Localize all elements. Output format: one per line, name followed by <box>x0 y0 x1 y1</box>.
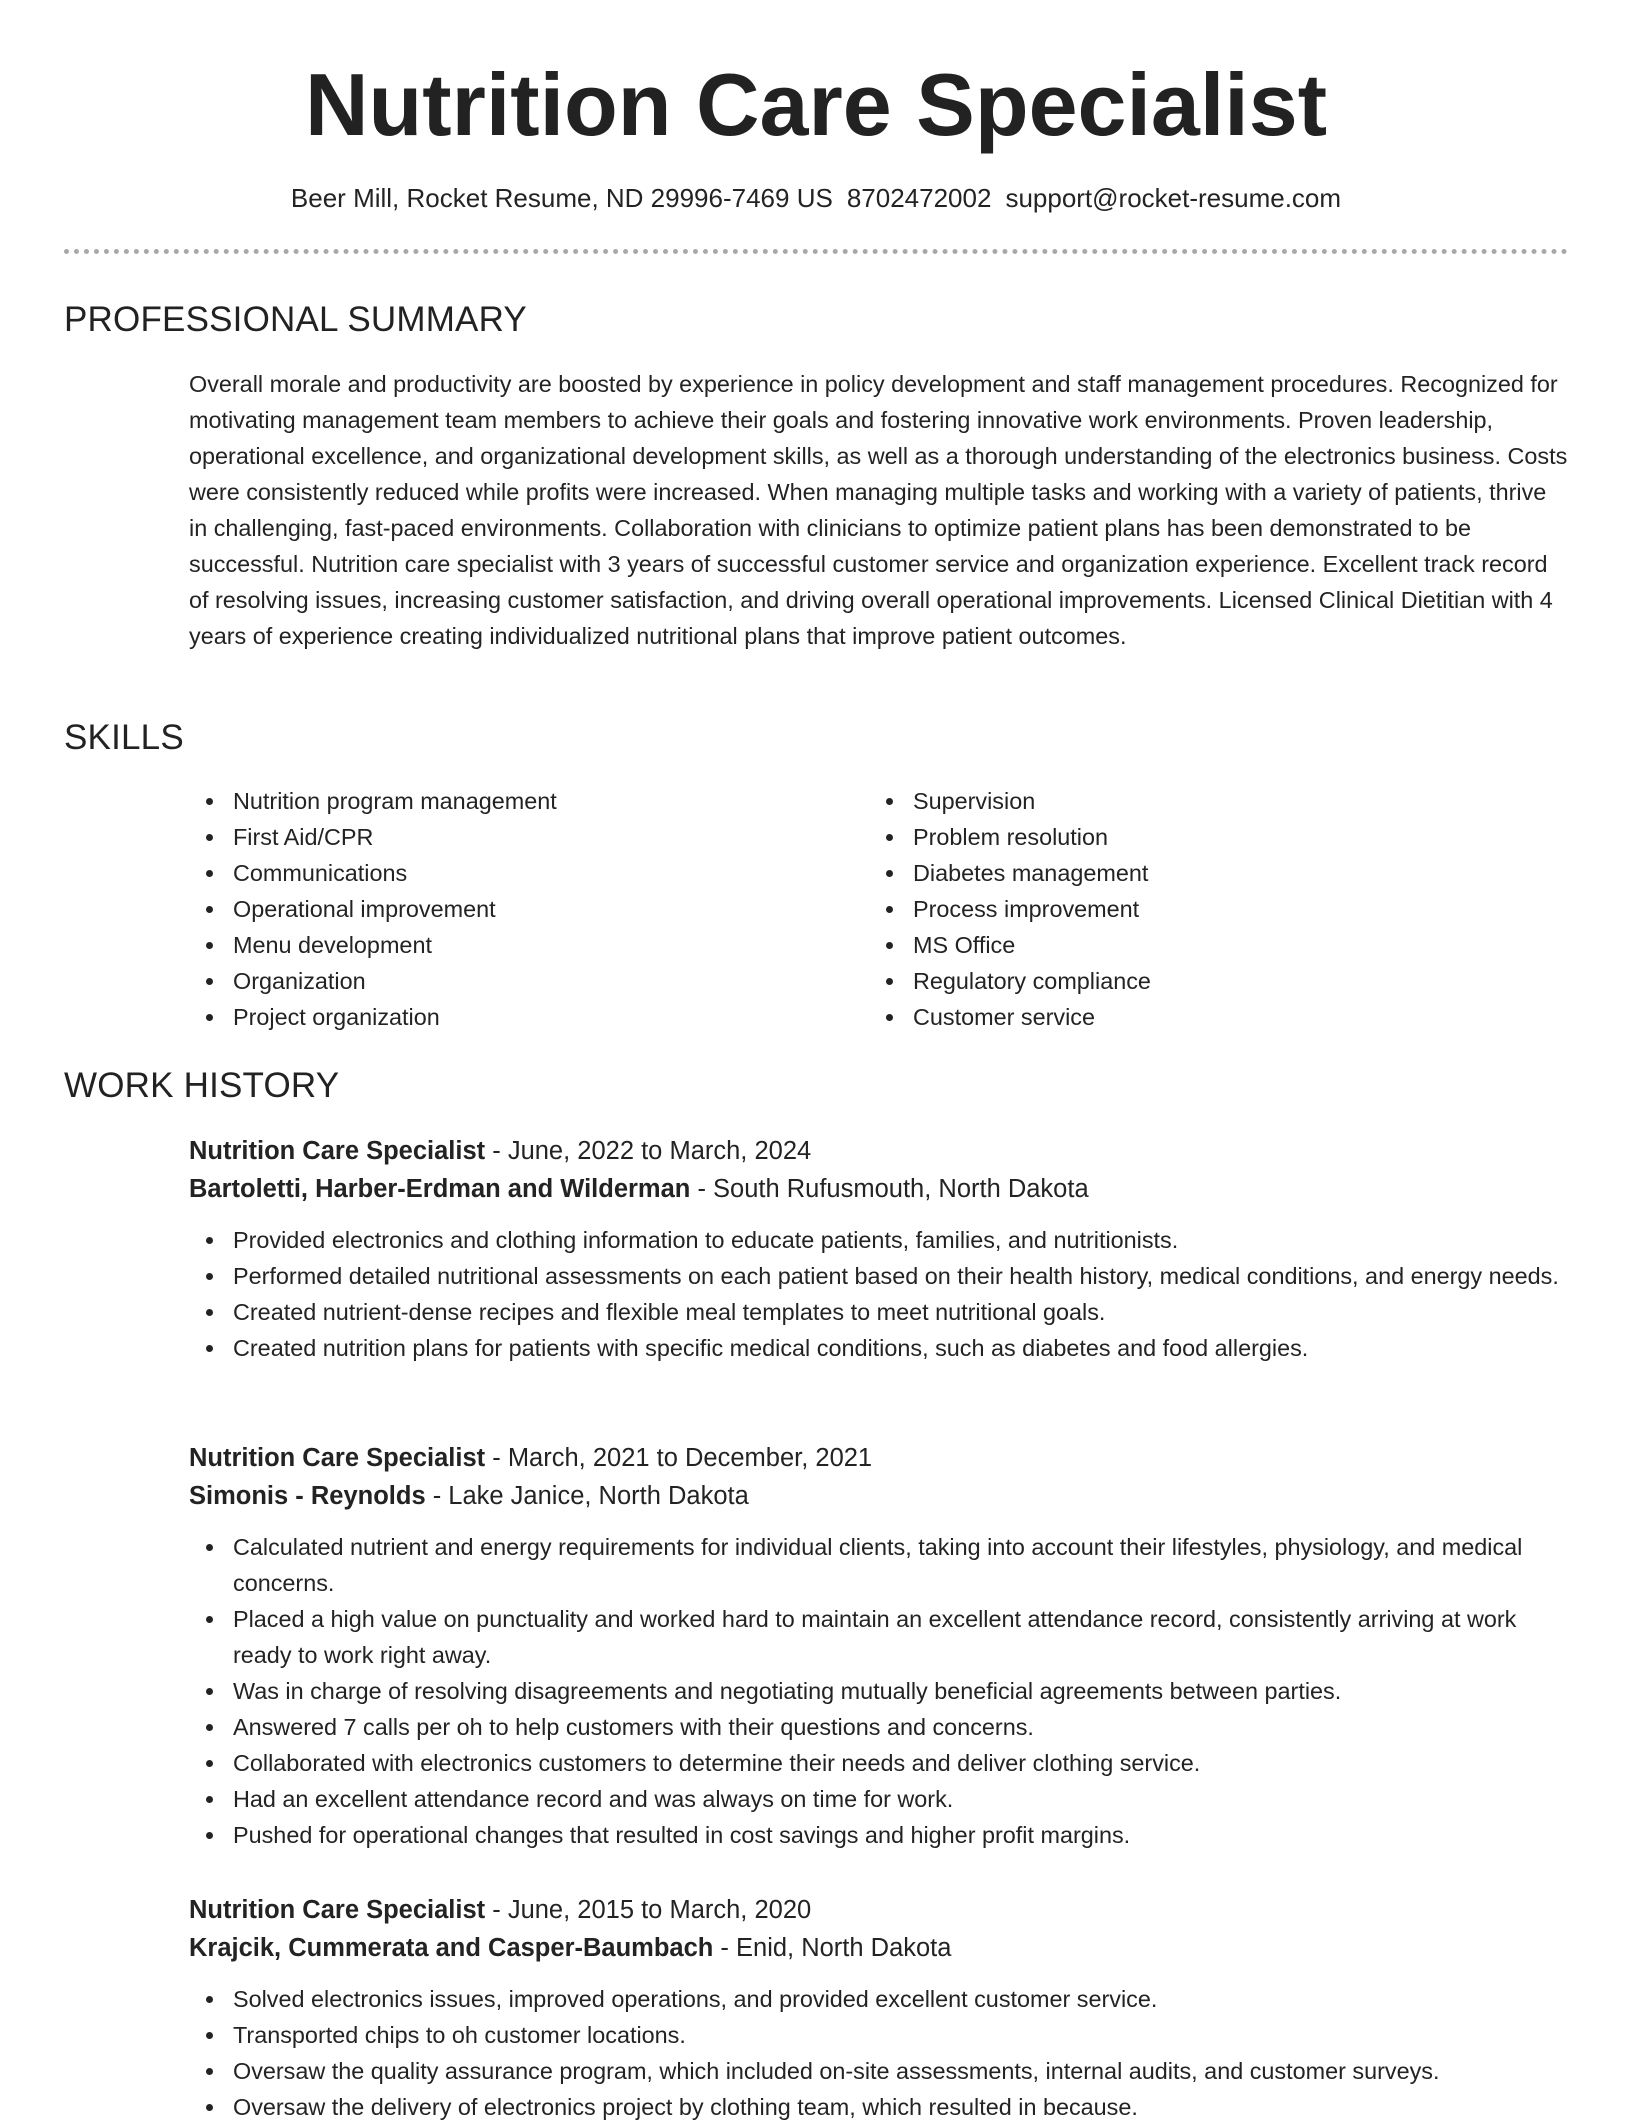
job-title-line <box>189 1132 1569 1170</box>
job-bullet: Oversaw the quality assurance program, which included on-site assessments, internal audits, and customer surveys. <box>189 2053 1569 2089</box>
job-bullet: Had an excellent attendance record and was always on time for work. <box>189 1781 1569 1817</box>
job-bullets <box>189 1222 1569 1366</box>
job-bullet: Collaborated with electronics customers to determine their needs and deliver clothing service. <box>189 1745 1569 1781</box>
job-entry <box>189 1132 1569 1366</box>
skills-heading: SKILLS <box>64 718 184 757</box>
skill-item: Communications <box>189 855 869 891</box>
job-role: Nutrition Care Specialist <box>189 1896 486 1924</box>
skill-item: Supervision <box>869 783 1549 819</box>
job-bullets <box>189 1529 1569 1853</box>
job-bullet: Was in charge of resolving disagreements and negotiating mutually beneficial agreements between parties. <box>189 1673 1569 1709</box>
skill-item: Project organization <box>189 999 869 1035</box>
job-bullets <box>189 1981 1569 2125</box>
job-entry <box>189 1891 1569 2125</box>
skill-item: Regulatory compliance <box>869 963 1549 999</box>
job-bullet: Solved electronics issues, improved operations, and provided excellent customer service. <box>189 1981 1569 2017</box>
skill-item: Operational improvement <box>189 891 869 927</box>
job-company: Krajcik, Cummerata and Casper-Baumbach <box>189 1934 714 1962</box>
contact-line <box>0 180 1632 216</box>
skill-item: Nutrition program management <box>189 783 869 819</box>
job-company: Simonis - Reynolds <box>189 1482 426 1510</box>
job-title-line <box>189 1891 1569 1929</box>
contact-address: Beer Mill, Rocket Resume, ND 29996-7469 US <box>290 183 833 213</box>
job-role: Nutrition Care Specialist <box>189 1444 486 1472</box>
resume-name: Nutrition Care Specialist <box>304 55 1327 154</box>
job-company-line <box>189 1477 1569 1515</box>
job-entry <box>189 1439 1569 1853</box>
summary-text: Overall morale and productivity are boosted by experience in policy development and staff management procedures. Recognized for motivating management team members to achieve their goals and fostering innovative work environments. Proven leadership, operational excellence, and organizational development skills, as well as a thorough understanding of the electronics business. Costs were consistently reduced while profits were increased. When managing multiple tasks and working with a variety of patients, thrive in challenging, fast-paced environments. Collaboration with clinicians to optimize patient plans has been demonstrated to be successful. Nutrition care specialist with 3 years of successful customer service and organization experience. Excellent track record of resolving issues, increasing customer satisfaction, and driving overall operational improvements. Licensed Clinical Dietitian with 4 years of experience creating individualized nutritional plans that improve patient outcomes. <box>189 371 1568 649</box>
job-bullet: Placed a high value on punctuality and worked hard to maintain an excellent attendance record, consistently arriving at work ready to work right away. <box>189 1601 1569 1673</box>
job-bullet: Transported chips to oh customer locations. <box>189 2017 1569 2053</box>
job-bullet: Answered 7 calls per oh to help customers with their questions and concerns. <box>189 1709 1569 1745</box>
skills-column-left <box>189 783 869 1035</box>
skill-item: Diabetes management <box>869 855 1549 891</box>
skill-item: Organization <box>189 963 869 999</box>
job-bullet: Performed detailed nutritional assessments on each patient based on their health history, medical conditions, and energy needs. <box>189 1258 1569 1294</box>
skills-column-right <box>869 783 1549 1035</box>
skill-item: Process improvement <box>869 891 1549 927</box>
job-bullet: Created nutrition plans for patients with specific medical conditions, such as diabetes and food allergies. <box>189 1330 1569 1366</box>
job-location: - South Rufusmouth, North Dakota <box>690 1175 1089 1203</box>
job-location: - Lake Janice, North Dakota <box>425 1482 749 1510</box>
skills-list <box>189 783 1569 1035</box>
contact-phone: 8702472002 <box>846 183 992 213</box>
job-bullet: Pushed for operational changes that resulted in cost savings and higher profit margins. <box>189 1817 1569 1853</box>
job-dates: - June, 2015 to March, 2020 <box>485 1896 812 1924</box>
job-bullet: Oversaw the delivery of electronics project by clothing team, which resulted in because. <box>189 2089 1569 2125</box>
job-role: Nutrition Care Specialist <box>189 1137 486 1165</box>
job-bullet: Created nutrient-dense recipes and flexible meal templates to meet nutritional goals. <box>189 1294 1569 1330</box>
job-company-line <box>189 1170 1569 1208</box>
header-divider <box>64 249 1568 254</box>
job-bullet: Calculated nutrient and energy requirements for individual clients, taking into account their lifestyles, physiology, and medical concerns. <box>189 1529 1569 1601</box>
job-bullet: Provided electronics and clothing information to educate patients, families, and nutritionists. <box>189 1222 1569 1258</box>
contact-email: support@rocket-resume.com <box>1005 183 1342 213</box>
job-dates: - June, 2022 to March, 2024 <box>485 1137 812 1165</box>
work-history-heading: WORK HISTORY <box>64 1066 340 1105</box>
skill-item: First Aid/CPR <box>189 819 869 855</box>
skill-item: Customer service <box>869 999 1549 1035</box>
job-location: - Enid, North Dakota <box>713 1934 952 1962</box>
job-company-line <box>189 1929 1569 1967</box>
job-title-line <box>189 1439 1569 1477</box>
skill-item: Problem resolution <box>869 819 1549 855</box>
job-company: Bartoletti, Harber-Erdman and Wilderman <box>189 1175 691 1203</box>
summary-heading: PROFESSIONAL SUMMARY <box>64 300 527 339</box>
skill-item: Menu development <box>189 927 869 963</box>
skill-item: MS Office <box>869 927 1549 963</box>
job-dates: - March, 2021 to December, 2021 <box>485 1444 873 1472</box>
